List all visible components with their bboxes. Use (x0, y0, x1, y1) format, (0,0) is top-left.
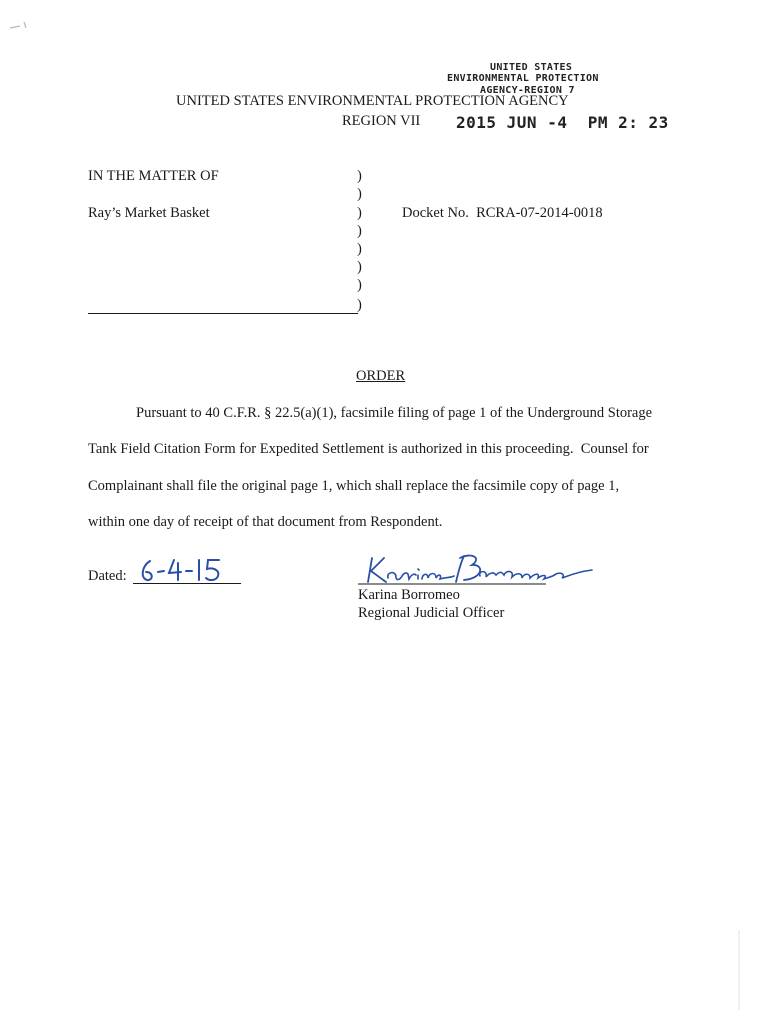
paren: ) (357, 205, 362, 221)
paren: ) (357, 277, 362, 293)
stamp-line3: AGENCY-REGION 7 (480, 85, 575, 96)
paren: ) (357, 168, 362, 184)
agency-heading: UNITED STATES ENVIRONMENTAL PROTECTION AGENCY (176, 93, 569, 109)
signer-name: Karina Borromeo (358, 587, 460, 603)
corner-mark (8, 14, 38, 34)
paren: ) (357, 259, 362, 275)
order-line-4: within one day of receipt of that document from Respondent. (88, 514, 443, 530)
paren: ) (357, 186, 362, 202)
stamp-line1: UNITED STATES (490, 62, 573, 73)
handwritten-date (136, 556, 226, 584)
paren: ) (357, 241, 362, 257)
region-heading: REGION VII (342, 113, 421, 129)
order-line-1: Pursuant to 40 C.F.R. § 22.5(a)(1), facsimile filing of page 1 of the Underground Storage (136, 405, 653, 421)
paren: ) (357, 297, 362, 313)
handwritten-signature (356, 548, 601, 588)
order-title: ORDER (356, 368, 406, 384)
caption-rule (88, 313, 358, 314)
order-line-2: Tank Field Citation Form for Expedited Settlement is authorized in this proceeding. Counsel for (88, 441, 649, 457)
signer-title: Regional Judicial Officer (358, 605, 505, 621)
party-name: Ray’s Market Basket (88, 205, 210, 221)
matter-label: IN THE MATTER OF (88, 168, 219, 184)
dated-label: Dated: (88, 568, 127, 584)
stamp-line2: ENVIRONMENTAL PROTECTION (447, 73, 599, 84)
scan-edge (738, 930, 740, 1010)
order-line-3: Complainant shall file the original page 1, which shall replace the facsimile copy of page 1, (88, 478, 620, 494)
docket-number: Docket No. RCRA-07-2014-0018 (402, 205, 603, 221)
stamp-date: 2015 JUN -4 PM 2: 23 (456, 113, 669, 132)
paren: ) (357, 223, 362, 239)
